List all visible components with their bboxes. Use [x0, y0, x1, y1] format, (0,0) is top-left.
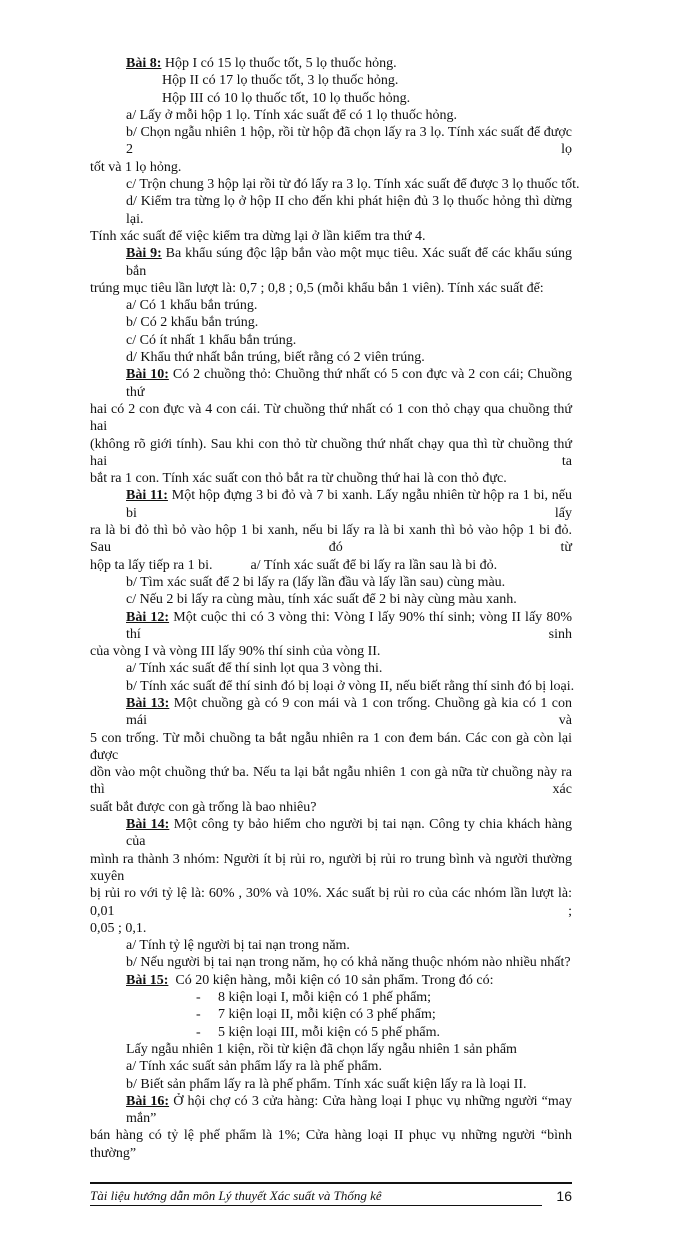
text-line: Tính xác suất để việc kiểm tra dừng lại ở lần kiểm tra thứ 4. [90, 228, 426, 244]
exercise-9-heading [90, 245, 572, 280]
text: a/ Tính xác suất để bi lấy ra lần sau là bi đỏ. [250, 557, 498, 573]
exercise-16-heading [90, 1093, 572, 1128]
text-line: b/ Chọn ngẫu nhiên 1 hộp, rồi từ hộp đã chọn lấy ra 3 lọ. Tính xác suất để được 2 lọ [126, 125, 572, 158]
text-line: d/ Khẩu thứ nhất bắn trúng, biết rằng có 2 viên trúng. [126, 350, 425, 366]
text-line: a/ Tính xác suất sản phẩm lấy ra là phế phẩm. [126, 1059, 382, 1075]
text-line: a/ Lấy ở mỗi hộp 1 lọ. Tính xác suất để có 1 lọ thuốc hỏng. [126, 107, 458, 123]
text-line: a/ Có 1 khẩu bắn trúng. [126, 298, 258, 314]
text-line: bị rủi ro với tỷ lệ là: 60% , 30% và 10%. Xác suất bị rủi ro của các nhóm lần lượt là: 0,01 ; [90, 886, 572, 919]
text-line: b/ Nếu người bị tai nạn trong năm, họ có khả năng thuộc nhóm nào nhiều nhất? [126, 955, 571, 971]
text: Có 20 kiện hàng, mỗi kiện có 10 sản phẩm. Trong đó có: [168, 972, 494, 988]
footer-title: Tài liệu hướng dẫn môn Lý thuyết Xác suất và Thống kê [90, 1188, 542, 1206]
text-line: c/ Trộn chung 3 hộp lại rồi từ đó lấy ra 3 lọ. Tính xác suất để được 3 lọ thuốc tốt. [126, 177, 580, 193]
text-line: hai có 2 con đực và 4 con cái. Từ chuồng thứ nhất có 1 con thỏ chạy qua chuồng thứ hai [90, 401, 572, 435]
exercise-15-heading [90, 972, 572, 989]
dash-bullet: - [196, 1007, 201, 1023]
text-line: a/ Tính tỷ lệ người bị tai nạn trong năm. [126, 938, 350, 954]
dash-bullet: - [196, 990, 201, 1006]
text-line: b/ Tính xác suất để thí sinh đó bị loại ở vòng II, nếu biết rằng thí sinh đó bị loại. [126, 678, 575, 694]
text-line: c/ Nếu 2 bi lấy ra cùng màu, tính xác suất để 2 bi này cùng màu xanh. [126, 592, 517, 608]
text-line: 0,05 ; 0,1. [90, 920, 147, 936]
text: Một chuồng gà có 9 con mái và 1 con trống. Chuồng gà kia có 1 con mái và [126, 695, 573, 729]
text-line: của vòng I và vòng III lấy 90% thí sinh của vòng II. [90, 644, 381, 660]
text-line: (không rõ giới tính). Sau khi con thỏ từ chuồng thứ nhất chạy qua thì từ chuồng thứ hai ta [90, 436, 572, 469]
text-line: dồn vào một chuồng thứ ba. Nếu ta lại bắt ngẫu nhiên 1 con gà nữa từ chuồng này ra thì xác [90, 765, 572, 798]
text-line: b/ Biết sản phẩm lấy ra là phế phẩm. Tính xác suất kiện lấy ra là loại II. [126, 1076, 527, 1092]
exercise-label: Bài 10: [126, 367, 169, 383]
text: Một hộp đựng 3 bi đỏ và 7 bi xanh. Lấy ngẫu nhiên từ hộp ra 1 bi, nếu bi lấy [126, 488, 572, 521]
text: 5 kiện loại III, mỗi kiện có 5 phế phẩm. [218, 1024, 440, 1040]
text-line: Lấy ngẫu nhiên 1 kiện, rồi từ kiện đã chọn lấy ngẫu nhiên 1 sản phẩm [126, 1041, 517, 1057]
text: hộp ta lấy tiếp ra 1 bi. [90, 557, 213, 573]
text: 7 kiện loại II, mỗi kiện có 3 phế phẩm; [218, 1007, 436, 1023]
text-line: 5 con trống. Từ mỗi chuồng ta bắt ngẫu nhiên ra 1 con đem bán. Các con gà còn lại được [90, 730, 572, 763]
text-line: d/ Kiểm tra từng lọ ở hộp II cho đến khi phát hiện đủ 3 lọ thuốc hỏng thì dừng lại. [126, 194, 572, 227]
text: Một công ty bảo hiểm cho người bị tai nạn. Công ty chia khách hàng của [126, 817, 573, 850]
text-line: bán hàng có tỷ lệ phế phẩm là 1%; Cửa hàng loại II phục vụ những người “bình thường” [90, 1128, 572, 1161]
exercise-10-heading [90, 366, 572, 401]
exercise-13-heading [90, 695, 572, 730]
exercise-14-heading [90, 816, 572, 851]
document-body [90, 0, 580, 1162]
exercise-label: Bài 14: [126, 817, 170, 833]
text: Hộp I có 15 lọ thuốc tốt, 5 lọ thuốc hỏng. [161, 56, 397, 71]
exercise-label: Bài 16: [126, 1093, 170, 1109]
text-line: trúng mục tiêu lần lượt là: 0,7 ; 0,8 ; 0,5 (mỗi khẩu bắn 1 viên). Tính xác suất để: [90, 280, 544, 296]
list-item [90, 1024, 572, 1041]
exercise-12-heading [90, 609, 572, 644]
text-line: c/ Có ít nhất 1 khẩu bắn trúng. [126, 332, 297, 348]
page-footer [90, 1182, 572, 1246]
text-line: tốt và 1 lọ hỏng. [90, 159, 182, 175]
text-line [90, 557, 572, 574]
exercise-label: Bài 15: [126, 972, 169, 988]
exercise-label: Bài 12: [126, 609, 170, 625]
exercise-label: Bài 11: [126, 488, 168, 504]
text-line: b/ Tìm xác suất để 2 bi lấy ra (lấy lần đầu và lấy lần sau) cùng màu. [126, 574, 506, 590]
exercise-label: Bài 13: [126, 695, 170, 711]
exercise-8-heading [90, 55, 572, 72]
text: Có 2 chuồng thỏ: Chuồng thứ nhất có 5 con đực và 2 con cái; Chuồng thứ [126, 367, 573, 400]
list-item [90, 1006, 572, 1023]
text-line: bắt ra 1 con. Tính xác suất con thỏ bắt ra từ chuồng thứ hai là con thỏ đực. [90, 471, 507, 487]
text-line: a/ Tính xác suất để thí sinh lọt qua 3 vòng thi. [126, 661, 383, 677]
text-line: suất bắt được con gà trống là bao nhiêu? [90, 799, 317, 815]
text-line: ra là bi đỏ thì bỏ vào hộp 1 bi xanh, nếu bi lấy ra là bi xanh thì bỏ vào hộp 1 bi đỏ. Sau đó từ [90, 523, 572, 556]
text: Ở hội chợ có 3 cửa hàng: Cửa hàng loại I phục vụ những người “may mắn” [126, 1093, 572, 1127]
text: 8 kiện loại I, mỗi kiện có 1 phế phẩm; [218, 990, 432, 1006]
text-line: Hộp III có 10 lọ thuốc tốt, 10 lọ thuốc hỏng. [162, 90, 411, 106]
exercise-label: Bài 8: [126, 56, 162, 71]
dash-bullet: - [196, 1024, 201, 1040]
page-number: 16 [556, 1188, 572, 1204]
text: Một cuộc thi có 3 vòng thi: Vòng I lấy 90% thí sinh; vòng II lấy 80% thí sinh [126, 609, 573, 642]
text-line: mình ra thành 3 nhóm: Người ít bị rủi ro, người bị rủi ro trung bình và người thường xuyên [90, 851, 572, 884]
list-item [90, 989, 572, 1006]
text-line: Hộp II có 17 lọ thuốc tốt, 3 lọ thuốc hỏng. [162, 73, 399, 89]
text-line: b/ Có 2 khẩu bắn trúng. [126, 315, 259, 331]
exercise-label: Bài 9: [126, 246, 162, 262]
exercise-11-heading [90, 487, 572, 522]
text: Ba khẩu súng độc lập bắn vào một mục tiêu. Xác suất để các khẩu súng bắn [126, 246, 572, 279]
